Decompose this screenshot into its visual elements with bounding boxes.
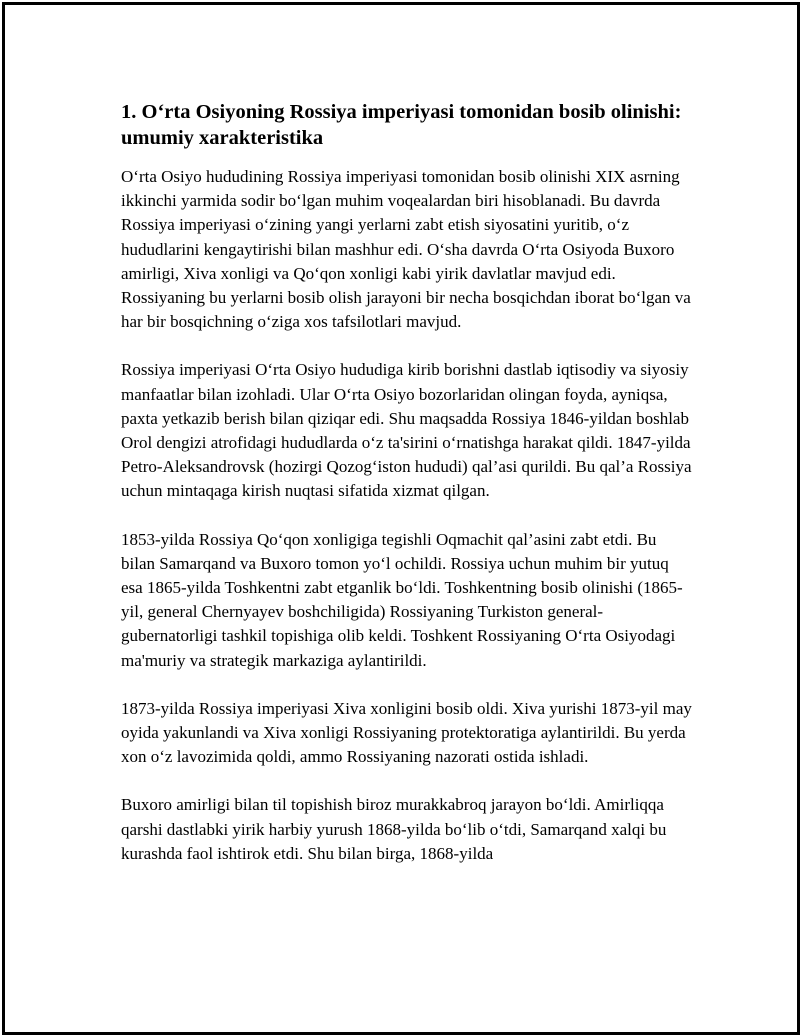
paragraph: 1853-yilda Rossiya Qo‘qon xonligiga tegishli Oqmachit qal’asini zabt etdi. Bu bilan Samarqand va Buxoro tomon yo‘l ochildi. Rossiya uchun muhim bir yutuq esa 1865-yilda Toshkentni zabt etganlik bo‘ldi. Toshkentning bosib olinishi (1865-yil, general Chernyayev boshchiligida) Rossiyaning Turkiston general-gubernatorligi tashkil topishiga olib keldi. Toshkent Rossiyaning O‘rta Osiyodagi ma'muriy va strategik markaziga aylantirildi. xyxy=(121,529,683,670)
section-title: 1. O‘rta Osiyoning Rossiya imperiyasi tomonidan bosib olinishi: umumiy xarakteristika xyxy=(121,101,682,149)
document-body xyxy=(121,99,693,890)
paragraph: 1873-yilda Rossiya imperiyasi Xiva xonligini bosib oldi. Xiva yurishi 1873-yil may oyida yakunlandi va Xiva xonligi Rossiyaning protektoratiga aylantirildi. Bu yerda xon o‘z lavozimida qoldi, ammo Rossiyaning nazorati ostida ishladi. xyxy=(121,698,692,767)
paragraph: Buxoro amirligi bilan til topishish biroz murakkabroq jarayon bo‘ldi. Amirliqqa qarshi dastlabki yirik harbiy yurush 1868-yilda bo‘lib o‘tdi, Samarqand xalqi bu kurashda faol ishtirok etdi. Shu bilan birga, 1868-yilda xyxy=(121,795,667,863)
page-frame xyxy=(2,2,800,1035)
paragraph: O‘rta Osiyo hududining Rossiya imperiyasi tomonidan bosib olinishi XIX asrning ikkinchi yarmida sodir bo‘lgan muhim voqealardan biri hisoblanadi. Bu davrda Rossiya imperiyasi o‘zining yangi yerlarni zabt etish siyosatini yuritib, o‘z hududlarini kengaytirishi bilan mashhur edi. O‘sha davrda O‘rta Osiyoda Buxoro amirligi, Xiva xonligi va Qo‘qon xonligi kabi yirik davlatlar mavjud edi. Rossiyaning bu yerlarni bosib olish jarayoni bir necha bosqichdan iborat bo‘lgan va har bir bosqichning o‘ziga xos tafsilotlari mavjud. xyxy=(121,167,691,332)
paragraph: Rossiya imperiyasi O‘rta Osiyo hududiga kirib borishni dastlab iqtisodiy va siyosiy manfaatlar bilan izohladi. Ular O‘rta Osiyo bozorlaridan olingan foyda, ayniqsa, paxta yetkazib berish bilan qiziqar edi. Shu maqsadda Rossiya 1846-yildan boshlab Orol dengizi atrofidagi hududlarda o‘z ta'sirini o‘rnatishga harakat qildi. 1847-yilda Petro-Aleksandrovsk (hozirgi Qozog‘iston hududi) qal’asi qurildi. Bu qal’a Rossiya uchun mintaqaga kirish nuqtasi sifatida xizmat qilgan. xyxy=(121,360,692,501)
